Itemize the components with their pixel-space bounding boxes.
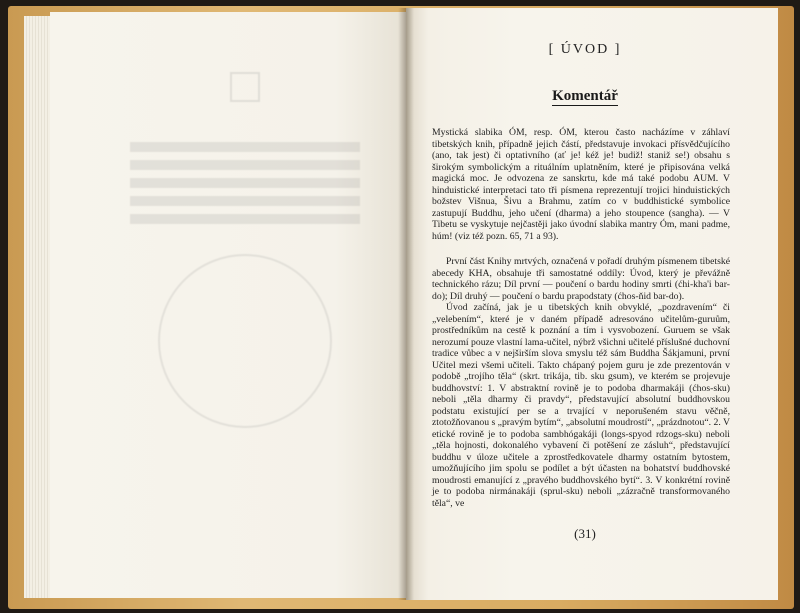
commentary-block [432, 127, 730, 242]
body-paragraph-1: První část Knihy mrtvých, označená v pořadí druhým písmenem tibetské abecedy KHA, obsahuje tři samostatné oddíly: Úvod, který je převážně technického rázu; Díl první — poučení o bardu hodiny smrti (ćhi-kha'i bar-do); Díl druhý — poučení o bardu prapodstaty (ćhos-ňid bar-do). [432, 256, 730, 302]
running-header: [ ÚVOD ] [548, 42, 622, 57]
show-through-circle [158, 254, 332, 428]
body-paragraph-2: Úvod začíná, jak je u tibetských knih obvyklé, „pozdravením“ či „velebením“, které je v daném případě adresováno učitelům-guruům, prostředníkům na cestě k poznání a tím i vysvobození. Guruem se však nerozumí pouze vlastní lama-učitel, nýbrž všichni učitelé příslušné duchovní tradice vůbec a v nejširším slova smyslu též sám Buddha Šákjamuni, první Učitel mezi všemi učiteli. Takto chápaný pojem guru je zde prezentován v podobě „trojího těla“ (skrt. trikája, tib. sku gsum), ve kterém se projevuje buddhovství: 1. V abstraktní rovině je to podoba dharmakáji (ćhos-sku) neboli „těla dharmy či pravdy“, představující absolutní buddhovskou podstatu existující per se a trvající v neporušeném stavu věčně, ztotožňovanou s „pravým bytím“, „absolutní moudrostí“, „prázdnotou“. 2. V etické rovině je to podoba sambhógakáji (longs-spyod rdzogs-sku) neboli „těla hojnosti, dokonalého vybavení či potěšení ze zásluh“, představující buddhu v úloze učitele a zprostředkovatele dharmy ostatním bytostem, umožňujícího jim spolu se podílet a být účasten na bohatství buddhovské moudrosti emanující z „pravého buddhovského bytí“. 3. V konkrétní rovině je to podoba nirmánakáji (sprul-sku) neboli „zázračně transformovaného těla“, ve [432, 302, 730, 509]
section-title-text: Komentář [552, 88, 618, 104]
section-title [410, 88, 760, 105]
commentary-paragraph: Mystická slabika ÓM, resp. ÓM, kterou často nacházíme v záhlaví tibetských knih, případně jejich částí, představuje invokaci přísvědčujícího (ano, tak jest) či optativního (ať je! kéž je! budiž! staniž se!) obsahu s širokým symbolickým a rituálním uplatněním, které je připisována velká magická moc. Je odvozena ze sanskrtu, kde má také podobu AUM. V hinduistické interpretaci tato tři písmena reprezentují trojici hinduistických božstev Višnua, Šivu a Brahmu, zatím co v buddhistické symbolice zastupují Buddhu, jeho učení (dharma) a jeho stoupence (sangha). — V Tibetu se vyskytuje nejčastěji jako úvodní slabika mantry Óm, mani padme, húm! (viz též pozn. 65, 71 a 93). [432, 127, 730, 242]
page-number: (31) [574, 526, 596, 541]
show-through-text [100, 60, 390, 540]
body-text [432, 256, 730, 509]
show-through-mark [230, 72, 260, 102]
